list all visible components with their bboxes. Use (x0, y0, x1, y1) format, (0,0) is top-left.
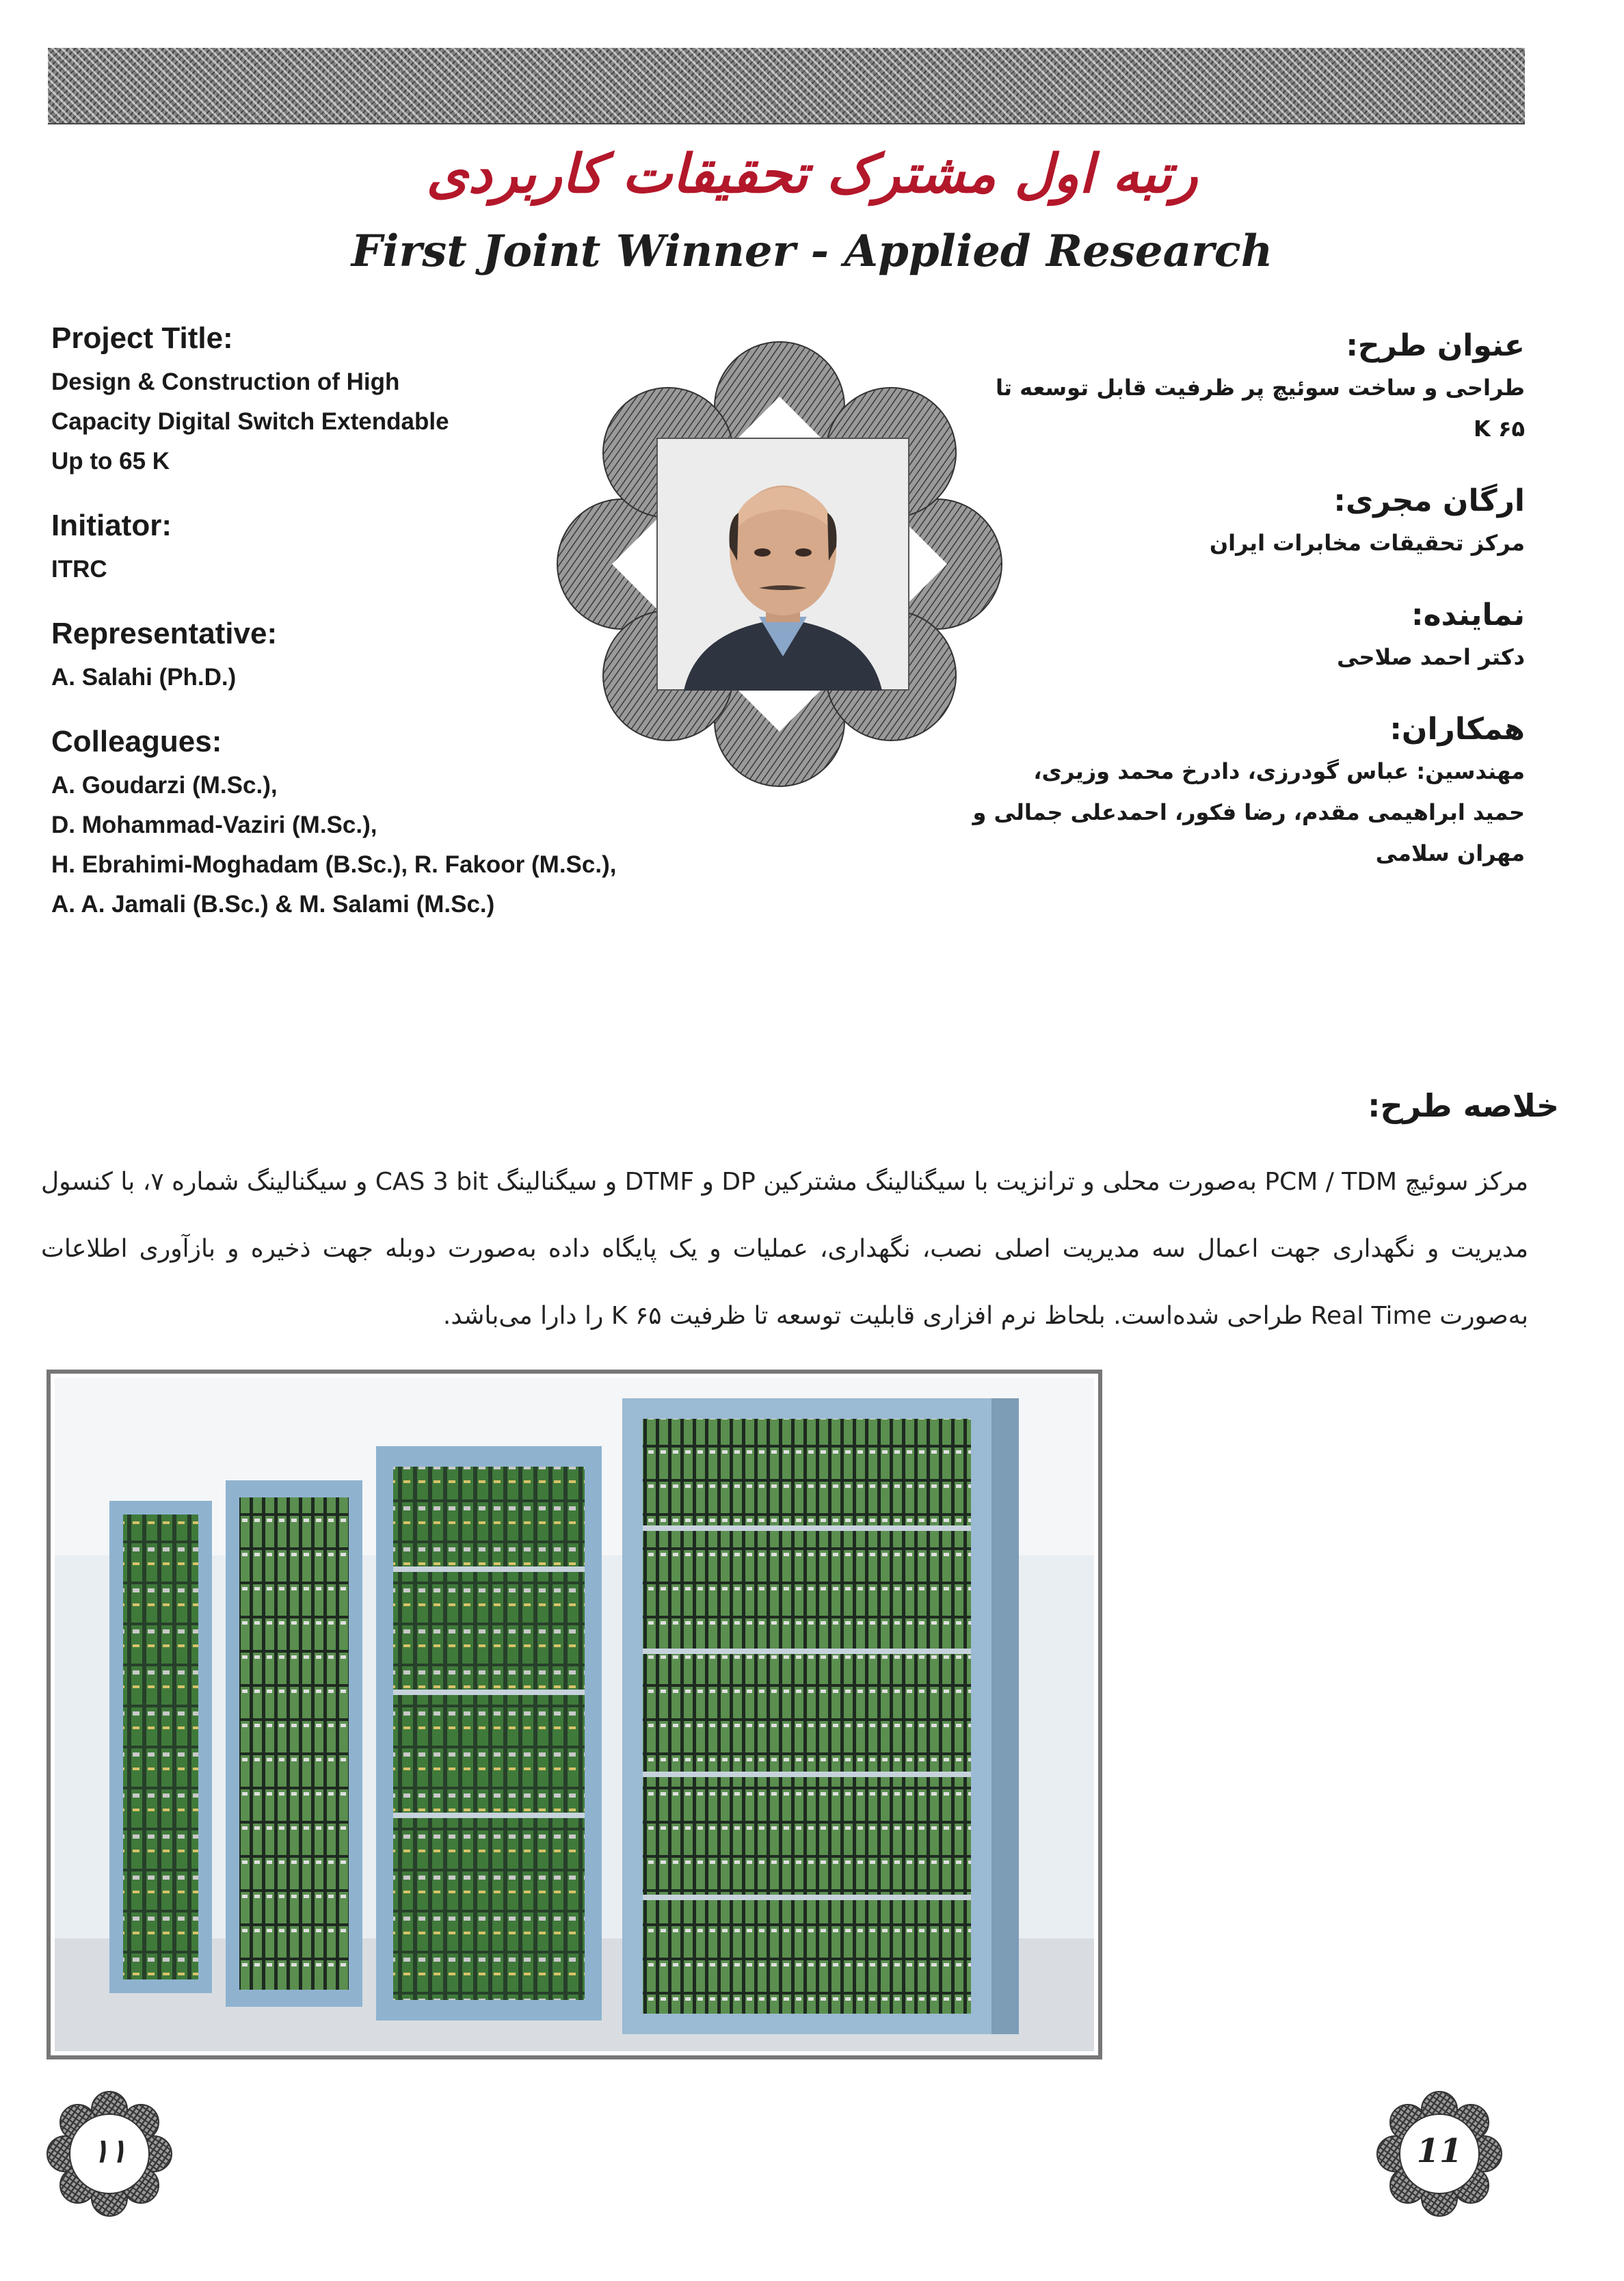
fa-colleague-line: حمید ابراهیمی مقدم، رضا فکور، احمدعلی جمالی و مهران سلامی (972, 799, 1525, 866)
summary-text: مرکز سوئیچ PCM / TDM به‌صورت محلی و ترانزیت با سیگنالینگ مشترکین DP و DTMF و سیگنالینگ CAS 3 bit و سیگنالینگ شماره ۷، با کنسول مدیریت و نگهداری جهت اعمال سه مدیریت اصلی نصب، نگهداری، عملیات و یک پایگاه داده به‌صورت دوبله جهت ذخیره و بازآوری اطلاعات به‌صورت Real Time طراحی شده‌است. بلحاظ نرم افزاری قابلیت توسعه تا ظرفیت ۶۵ K را دارا می‌باشد. (41, 1168, 1528, 1330)
colleague-line: D. Mohammad-Vaziri (M.Sc.), (51, 812, 377, 838)
project-title-line: Capacity Digital Switch Extendable (51, 408, 449, 435)
project-title-line: Design & Construction of High (51, 369, 400, 395)
fa-project-title-section (964, 328, 1525, 449)
representative-label: Representative: (51, 617, 278, 650)
fa-initiator-section (964, 483, 1525, 563)
fa-project-title-line: طراحی و ساخت سوئیچ پر ظرفیت قابل توسعه تا (995, 375, 1525, 401)
english-title: First Joint Winner - Applied Research (351, 226, 1273, 277)
fa-project-title-label: عنوان طرح: (1346, 328, 1525, 363)
initiator-value: ITRC (51, 556, 107, 583)
summary-label: خلاصه طرح: (1368, 1087, 1559, 1124)
representative-value: A. Salahi (Ph.D.) (51, 664, 237, 691)
fa-representative-value: دکتر احمد صلاحی (1337, 644, 1525, 670)
fa-project-title-line: ۶۵ K (1474, 416, 1525, 442)
switch-racks-photo (55, 1378, 1094, 2051)
fa-colleagues-label: همکاران: (1389, 712, 1525, 747)
project-title-line: Up to 65 K (51, 448, 170, 475)
fa-representative-section (964, 598, 1525, 678)
fa-representative-label: نماینده: (1411, 598, 1525, 632)
fa-colleague-line: مهندسین: عباس گودرزی، دادرخ محمد وزیری، (1033, 758, 1525, 784)
fa-initiator-value: مرکز تحقیقات مخابرات ایران (1209, 530, 1525, 556)
page-number-fa: ۱۱ (92, 2132, 127, 2170)
page-number-en: 11 (1416, 2132, 1463, 2170)
persian-title: رتبه اول مشترک تحقیقات کاربردی (426, 144, 1198, 205)
colleague-line: A. Goudarzi (M.Sc.), (51, 772, 278, 799)
project-title-label: Project Title: (51, 321, 233, 355)
colleague-line: H. Ebrahimi-Moghadam (B.Sc.), R. Fakoor (M.Sc.), (51, 851, 617, 878)
portrait-photo (656, 438, 909, 691)
persian-details (964, 328, 1525, 908)
top-decorative-band (48, 48, 1525, 124)
initiator-label: Initiator: (51, 509, 172, 542)
colleagues-label: Colleagues: (51, 725, 222, 758)
fa-initiator-label: ارگان مجری: (1333, 483, 1525, 518)
fa-colleagues-section (964, 712, 1525, 874)
colleague-line: A. A. Jamali (B.Sc.) & M. Salami (M.Sc.) (51, 891, 495, 918)
